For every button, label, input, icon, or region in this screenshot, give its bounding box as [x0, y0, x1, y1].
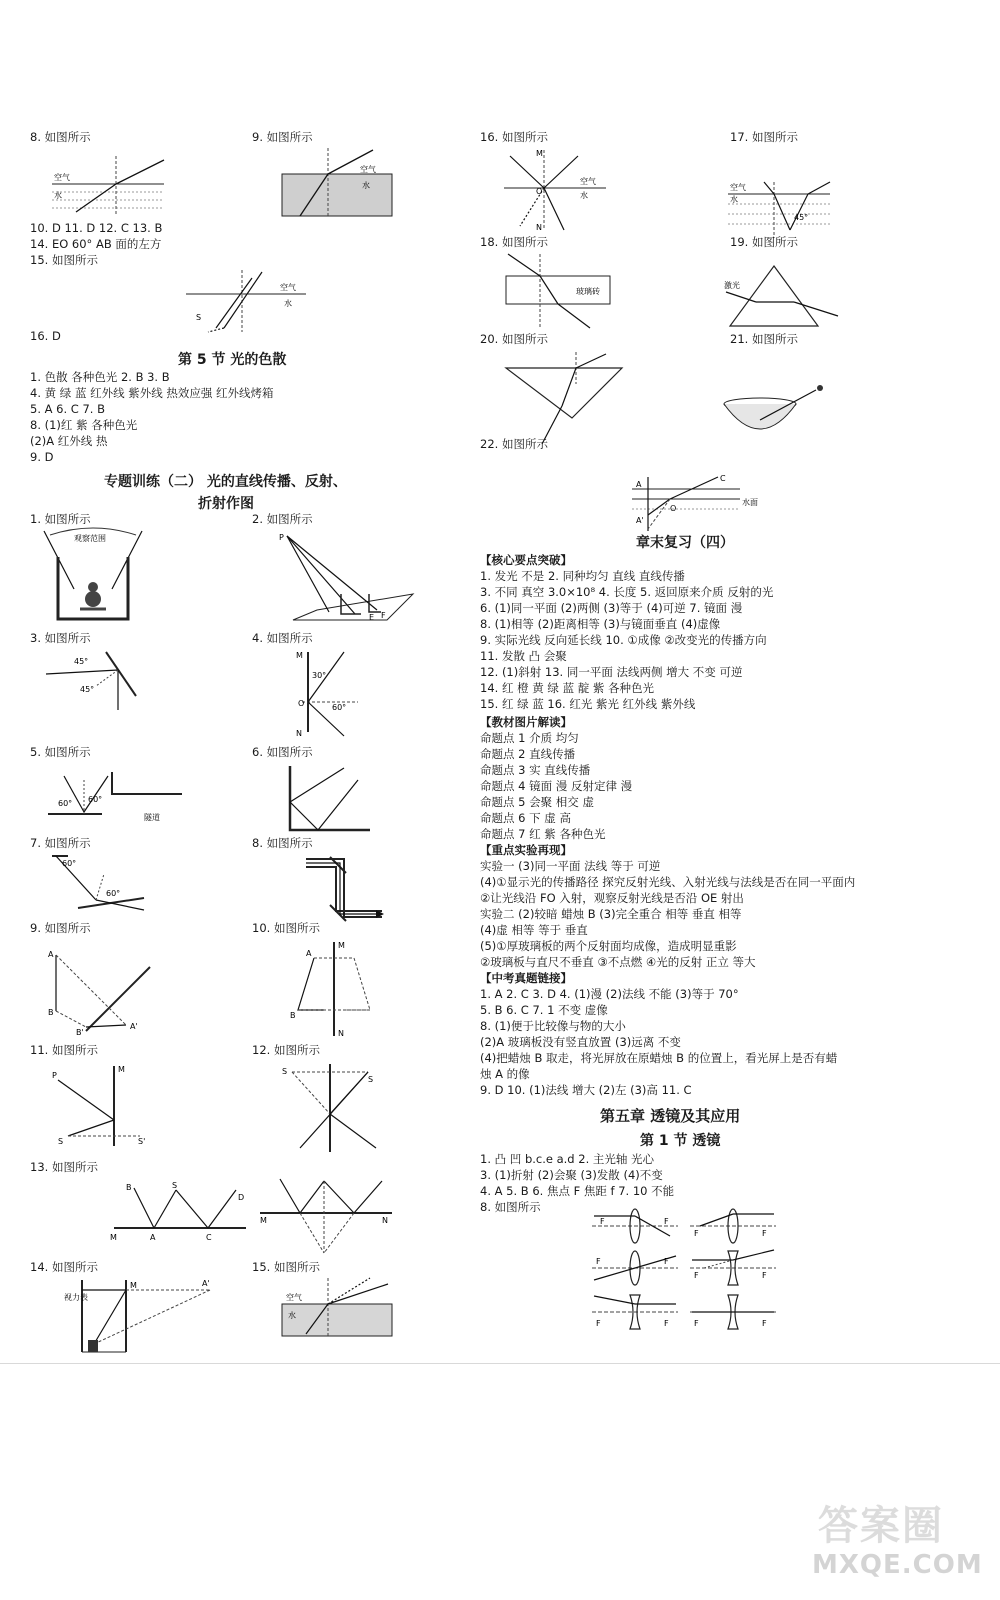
answer-s13: 13. 如图所示 [30, 1160, 98, 1174]
answer-s15: 15. 如图所示 [252, 1260, 320, 1274]
core-line-1: 1. 发光 不是 2. 同种均匀 直线 直线传播 [480, 569, 685, 583]
label-water-r17: 水 [730, 195, 738, 204]
label-a-r22: A [636, 480, 642, 489]
label-tunnel: 隧道 [144, 813, 160, 822]
label-s-s11: S [58, 1137, 64, 1146]
label-c-s13: C [206, 1233, 212, 1242]
label-c-r22: C [720, 475, 726, 483]
label-n-s10: N [338, 1029, 344, 1038]
diagram-s6-corner [284, 762, 374, 834]
label-30: 30° [312, 671, 327, 680]
answer-r16: 16. 如图所示 [480, 130, 548, 144]
label-60-d: 60° [106, 889, 121, 898]
label-air-r17: 空气 [730, 183, 746, 192]
diagram-r20-prism [502, 348, 632, 448]
diagram-s11-mirror [52, 1060, 152, 1150]
label-f-l1a: F [600, 1217, 605, 1226]
label-60-c: 60° [62, 859, 77, 868]
diagram-s2-shadow [277, 530, 417, 622]
core-line-3: 6. (1)同一平面 (2)两侧 (3)等于 (4)可逆 7. 镜面 漫 [480, 601, 743, 615]
answer-14: 14. EO 60° AB 面的左方 [30, 237, 162, 251]
label-f-l4b: F [762, 1271, 767, 1280]
core-line-9: 15. 红 绿 蓝 16. 红光 紫光 红外线 紫外线 [480, 697, 696, 711]
diagram-lens-convex-2 [688, 1206, 778, 1246]
diagram-lens-convex-3 [590, 1248, 680, 1288]
label-air-r16: 空气 [580, 177, 596, 186]
answer-10-13: 10. D 11. D 12. C 13. B [30, 221, 163, 235]
label-air-s15: 空气 [286, 1293, 302, 1302]
label-a1-s14: A' [202, 1279, 210, 1288]
label-n: N [296, 729, 302, 738]
sec5-line-2: 4. 黄 绿 蓝 红外线 紫外线 热效应强 红外线烤箱 [30, 386, 274, 400]
label-e: E [369, 613, 375, 622]
exam-links-heading: 【中考真题链接】 [480, 971, 572, 985]
label-f: F [381, 611, 386, 620]
label-water-9: 水 [362, 181, 370, 190]
exp-line-3: ②让光线沿 FO 入射，观察反射光线是否沿 OE 射出 [480, 891, 744, 905]
label-glass-brick: 玻璃砖 [576, 287, 600, 296]
diagram-s9-mirror-image [46, 945, 156, 1035]
answer-s2: 2. 如图所示 [252, 512, 313, 526]
answer-r19: 19. 如图所示 [730, 235, 798, 249]
label-f-l2a: F [694, 1229, 699, 1238]
core-points-heading: 【核心要点突破】 [480, 553, 572, 567]
diagram-9-refraction-block [278, 148, 398, 220]
diagram-r18-glass-brick [502, 250, 612, 330]
answer-s14: 14. 如图所示 [30, 1260, 98, 1274]
answer-s8: 8. 如图所示 [252, 836, 313, 850]
left-column [22, 0, 492, 1380]
diagram-s10-mirror-image [284, 938, 384, 1038]
label-45-a: 45° [74, 657, 89, 666]
label-f-l5b: F [664, 1319, 669, 1328]
label-water: 水 [54, 191, 62, 200]
fig-line-5: 命题点 5 会聚 相交 虚 [480, 795, 594, 809]
exam-line-3: 8. (1)便于比较像与物的大小 [480, 1019, 626, 1033]
label-m-s13r: M [260, 1216, 267, 1225]
label-a-s10: A [306, 949, 312, 958]
answer-s5: 5. 如图所示 [30, 745, 91, 759]
sec5-line-3: 5. A 6. C 7. B [30, 402, 105, 416]
label-45-r17: 45° [794, 213, 809, 222]
label-water-15: 水 [284, 299, 292, 308]
answer-r18: 18. 如图所示 [480, 235, 548, 249]
label-b-s10: B [290, 1011, 296, 1020]
core-line-6: 11. 发散 凸 会聚 [480, 649, 567, 663]
diagram-15-refraction [184, 268, 314, 334]
core-line-2: 3. 不同 真空 3.0×10⁸ 4. 长度 5. 返回原来介质 反射的光 [480, 585, 774, 599]
fig-line-4: 命题点 4 镜面 漫 反射定律 漫 [480, 779, 633, 793]
answer-s9: 9. 如图所示 [30, 921, 91, 935]
diagram-s14-eye-chart [64, 1276, 214, 1356]
answer-r22: 22. 如图所示 [480, 437, 548, 451]
exam-line-1: 1. A 2. C 3. D 4. (1)漫 (2)法线 不能 (3)等于 70° [480, 987, 739, 1001]
exam-line-4: (2)A 玻璃板没有竖直放置 (3)远离 不变 [480, 1035, 681, 1049]
label-b-s9: B [48, 1008, 54, 1017]
watermark [800, 1490, 990, 1590]
label-water-surface: 水面 [742, 498, 758, 507]
fig-line-1: 命题点 1 介质 均匀 [480, 731, 579, 745]
exp-line-4: 实验二 (2)较暗 蜡烛 B (3)完全重合 相等 垂直 相等 [480, 907, 742, 921]
label-a1-r22: A' [636, 516, 644, 525]
exam-line-5: (4)把蜡烛 B 取走，将光屏放在原蜡烛 B 的位置上，看光屏上是否有蜡 [480, 1051, 838, 1065]
sec5-line-6: 9. D [30, 450, 54, 464]
special-training-title: 专题训练（二） 光的直线传播、反射、 [104, 474, 347, 490]
section-1-title: 第 1 节 透镜 [640, 1133, 721, 1149]
label-o-r22: O [670, 504, 677, 513]
lens-line-4: 8. 如图所示 [480, 1200, 541, 1214]
exp-line-1: 实验一 (3)同一平面 法线 等于 可逆 [480, 859, 661, 873]
answer-s3: 3. 如图所示 [30, 631, 91, 645]
diagram-s13-right [256, 1175, 396, 1257]
answer-9: 9. 如图所示 [252, 130, 313, 144]
label-p: P [279, 533, 284, 542]
label-f-l3b: F [664, 1257, 669, 1266]
label-s-s13: S [172, 1181, 178, 1190]
exp-line-7: ②玻璃板与直尺不垂直 ③不点燃 ④光的反射 正立 等大 [480, 955, 756, 969]
diagram-s3-mirror [44, 648, 144, 712]
label-o: O [298, 699, 305, 708]
diagram-s12-mirror [280, 1060, 380, 1156]
special-training-subtitle: 折射作图 [198, 496, 254, 512]
exam-line-7: 9. D 10. (1)法线 增大 (2)左 (3)高 11. C [480, 1083, 692, 1097]
fig-line-6: 命题点 6 下 虚 高 [480, 811, 571, 825]
diagram-r22-water [630, 475, 810, 537]
sec5-line-1: 1. 色散 各种色光 2. B 3. B [30, 370, 170, 384]
diagram-s4-mirror [292, 648, 382, 738]
diagram-8-refraction [46, 148, 171, 220]
label-f-l5a: F [596, 1319, 601, 1328]
diagram-lens-concave-1 [688, 1248, 778, 1288]
sec5-line-5: (2)A 红外线 热 [30, 434, 108, 448]
diagram-r17-refraction [724, 180, 834, 240]
label-a-s9: A [48, 950, 54, 959]
section-5-title: 第 5 节 光的色散 [178, 352, 287, 368]
fig-line-7: 命题点 7 红 紫 各种色光 [480, 827, 606, 841]
answer-s6: 6. 如图所示 [252, 745, 313, 759]
diagram-lens-concave-2 [590, 1292, 680, 1332]
chapter-review-title: 章末复习（四） [636, 535, 734, 551]
lens-line-1: 1. 凸 凹 b.c.e a.d 2. 主光轴 光心 [480, 1152, 655, 1166]
label-laser: 激光 [724, 281, 740, 290]
exp-line-6: (5)①厚玻璃板的两个反射面均成像，造成明显重影 [480, 939, 737, 953]
answer-8: 8. 如图所示 [30, 130, 91, 144]
core-line-8: 14. 红 橙 黄 绿 蓝 靛 紫 各种色光 [480, 681, 655, 695]
chapter-5-title: 第五章 透镜及其应用 [600, 1107, 741, 1125]
fig-line-3: 命题点 3 实 直线传播 [480, 763, 591, 777]
answer-r21: 21. 如图所示 [730, 332, 798, 346]
label-f-l2b: F [762, 1229, 767, 1238]
diagram-lens-concave-3 [688, 1292, 778, 1332]
answer-15: 15. 如图所示 [30, 253, 98, 267]
label-60-a: 60° [58, 799, 73, 808]
exam-line-2: 5. B 6. C 7. 1 不变 虚像 [480, 1003, 608, 1017]
diagram-r21-bowl [720, 380, 830, 444]
label-f-l6a: F [694, 1319, 699, 1328]
label-b1-s9: B' [76, 1028, 84, 1035]
label-a1-s9: A' [130, 1022, 138, 1031]
answer-s7: 7. 如图所示 [30, 836, 91, 850]
label-s-s12: S [282, 1067, 288, 1076]
label-f-l3a: F [596, 1257, 601, 1266]
label-n-s13r: N [382, 1216, 388, 1225]
label-s1-s11: S' [138, 1137, 146, 1146]
diagram-s8-periscope [302, 853, 386, 923]
label-p-s11: P [52, 1071, 57, 1080]
label-m-s14: M [130, 1281, 137, 1290]
sec5-line-4: 8. (1)红 紫 各种色光 [30, 418, 138, 432]
diagram-r19-prism [722, 262, 842, 330]
label-n-r16: N [536, 223, 542, 232]
diagram-s13-left [110, 1180, 250, 1246]
core-line-7: 12. (1)斜射 13. 同一平面 法线两侧 增大 不变 可逆 [480, 665, 743, 679]
label-d-s13: D [238, 1193, 245, 1202]
label-water-s15: 水 [288, 1311, 296, 1320]
exam-line-6: 烛 A 的像 [480, 1067, 530, 1081]
diagram-s1-well [40, 527, 150, 625]
answer-r17: 17. 如图所示 [730, 130, 798, 144]
label-m-s10: M [338, 941, 345, 950]
answer-s10: 10. 如图所示 [252, 921, 320, 935]
diagram-r16-refraction [500, 146, 610, 232]
page-bottom-rule [0, 1363, 1000, 1364]
label-air: 空气 [54, 173, 70, 182]
label-f-l4a: F [694, 1271, 699, 1280]
core-line-4: 8. (1)相等 (2)距离相等 (3)与镜面垂直 (4)虚像 [480, 617, 721, 631]
answer-r20: 20. 如图所示 [480, 332, 548, 346]
label-m-s11: M [118, 1065, 125, 1074]
label-s-15: S [196, 313, 202, 322]
diagram-s7-mirror [48, 852, 148, 922]
textbook-figures-heading: 【教材图片解读】 [480, 715, 572, 729]
label-m-r16: M [536, 149, 543, 158]
answer-s11: 11. 如图所示 [30, 1043, 98, 1057]
fig-line-2: 命题点 2 直线传播 [480, 747, 576, 761]
label-m: M [296, 651, 303, 660]
label-water-r16: 水 [580, 191, 588, 200]
label-view-range: 观察范围 [74, 534, 106, 543]
diagram-lens-convex-1 [590, 1206, 680, 1246]
lens-line-2: 3. (1)折射 (2)会聚 (3)发散 (4)不变 [480, 1168, 663, 1182]
answer-s1: 1. 如图所示 [30, 512, 91, 526]
label-b-s13: B [126, 1183, 132, 1192]
exp-line-5: (4)虚 相等 等于 垂直 [480, 923, 588, 937]
label-f-l6b: F [762, 1319, 767, 1328]
answer-s4: 4. 如图所示 [252, 631, 313, 645]
label-f-l1b: F [664, 1217, 669, 1226]
lens-line-3: 4. A 5. B 6. 焦点 F 焦距 f 7. 10 不能 [480, 1184, 675, 1198]
label-m-s13: M [110, 1233, 117, 1242]
label-45-b: 45° [80, 685, 95, 694]
label-o-r16: O [536, 187, 543, 196]
watermark-logo: 答案圈 [818, 1503, 944, 1549]
key-experiments-heading: 【重点实验再现】 [480, 843, 572, 857]
answer-16: 16. D [30, 329, 61, 343]
diagram-s15-refraction [278, 1276, 398, 1338]
label-air-15: 空气 [280, 283, 296, 292]
answer-s12: 12. 如图所示 [252, 1043, 320, 1057]
label-s1-s12: S [368, 1075, 374, 1084]
exp-line-2: (4)①显示光的传播路径 探究反射光线、入射光线与法线是否在同一平面内 [480, 875, 856, 889]
label-a-s13: A [150, 1233, 156, 1242]
diagram-s5-tunnel [44, 766, 184, 826]
label-60-b: 60° [88, 795, 103, 804]
watermark-url: MXQE.COM [812, 1550, 983, 1580]
core-line-5: 9. 实际光线 反向延长线 10. ①成像 ②改变光的传播方向 [480, 633, 767, 647]
right-column [480, 0, 950, 1380]
label-air-9: 空气 [360, 165, 376, 174]
label-60: 60° [332, 703, 347, 712]
label-eye-chart: 视力表 [64, 1293, 88, 1302]
